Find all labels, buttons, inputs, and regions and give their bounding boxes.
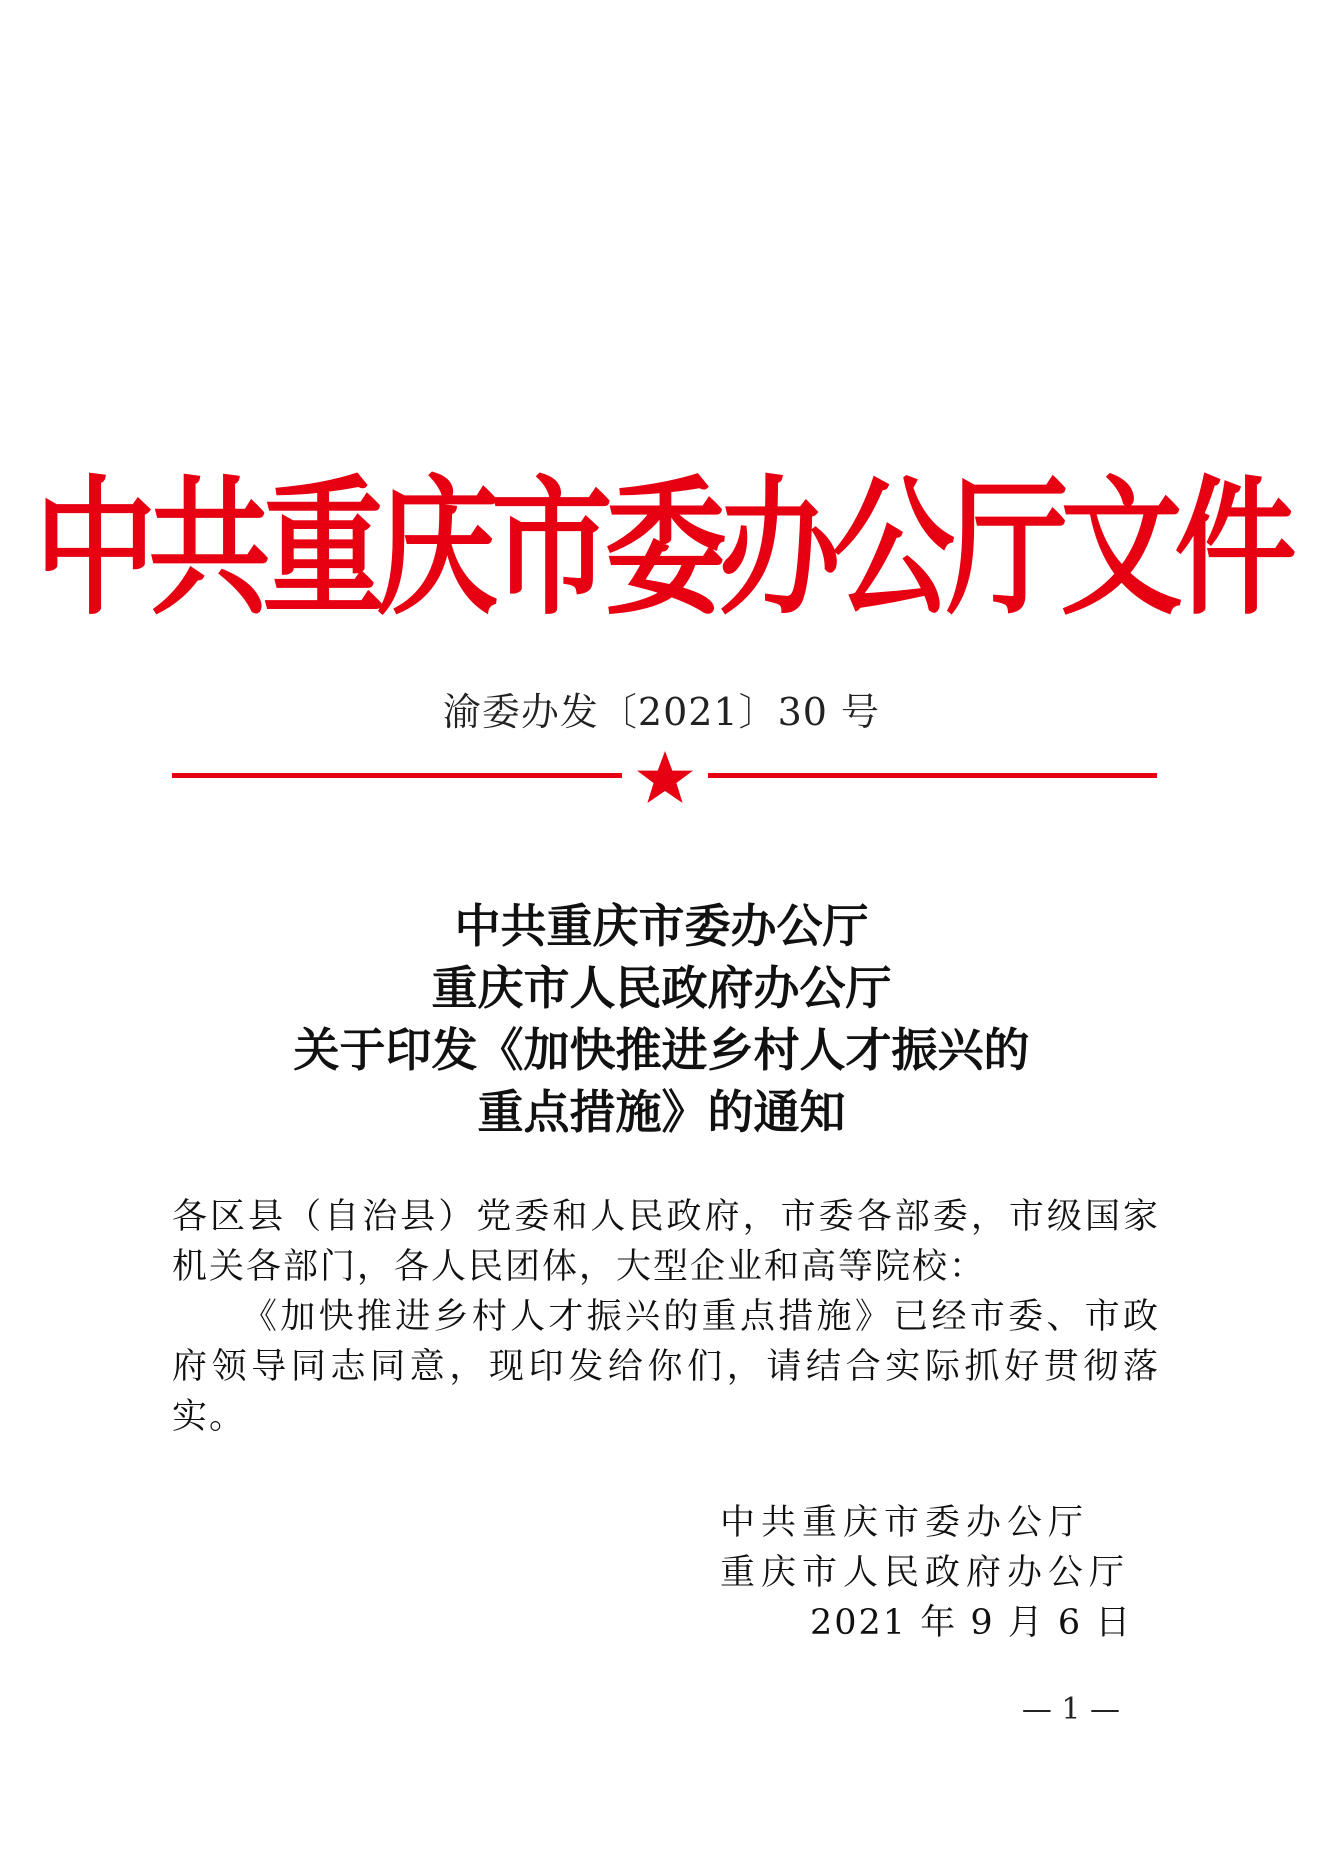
- document-number: 渝委办发〔2021〕30 号: [442, 690, 881, 734]
- notice-title: [0, 895, 1323, 1143]
- notice-body: [172, 1192, 1160, 1442]
- title-line-3: 关于印发《加快推进乡村人才振兴的: [293, 1023, 1030, 1077]
- page-number: — 1 —: [1021, 1692, 1120, 1727]
- document-masthead: 中共重庆市委办公厅文件: [34, 462, 1289, 636]
- signature-org-2: 重庆市人民政府办公厅: [720, 1553, 1131, 1593]
- divider-line-right: [708, 773, 1157, 778]
- recipients-paragraph: 各区县（自治县）党委和人民政府，市委各部委，市级国家机关各部门，各人民团体，大型企业和高等院校：: [172, 1197, 1160, 1287]
- title-line-2: 重庆市人民政府办公厅: [431, 961, 892, 1015]
- main-paragraph: 《加快推进乡村人才振兴的重点措施》已经市委、市政府领导同志同意，现印发给你们，请结合实际抓好贯彻落实。: [172, 1297, 1160, 1437]
- signature-date: 2021 年 9 月 6 日: [810, 1603, 1133, 1643]
- title-line-1: 中共重庆市委办公厅: [454, 899, 869, 953]
- signature-org-1: 中共重庆市委办公厅: [720, 1503, 1090, 1543]
- signature-block: [720, 1498, 1140, 1648]
- star-icon: [625, 747, 705, 807]
- red-divider: [172, 747, 1157, 807]
- title-line-4: 重点措施》的通知: [477, 1085, 846, 1139]
- divider-line-left: [172, 773, 622, 778]
